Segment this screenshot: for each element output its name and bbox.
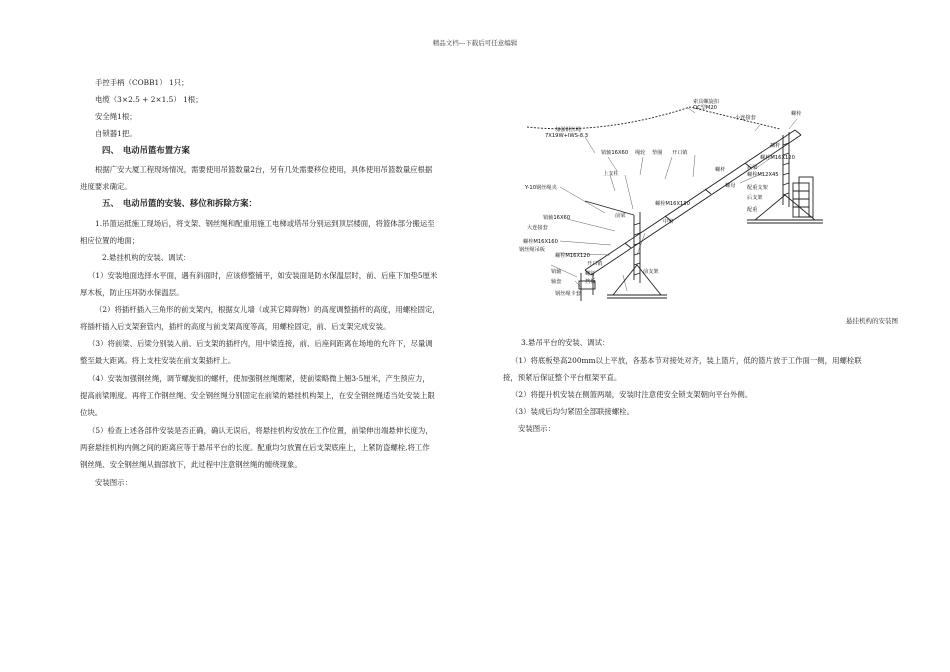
step-5-line3: 钢丝绳、安全钢丝绳从揣部放下，此过程中注意钢丝绳的缠绕现象。 [80, 460, 302, 469]
label-nut: 螺母 [725, 183, 736, 189]
label-rear-support: 后支架 [747, 195, 763, 201]
step-1-line1: （1）安装地面选择水平面，遇有斜面时，应该修整铺平，如安装面是防水保温层时，前、后座下加垫5厘米 [88, 271, 438, 280]
step-4-line2: 提高前梁刚度。再将工作钢丝绳、安全钢丝绳分别固定在前梁的悬挂机构架上，在安全钢丝绳适当处安装上限 [80, 391, 435, 400]
label-bolt-m16x130: 螺栓M16X130 [655, 201, 690, 207]
label-y10-clamp: Y-10钢丝绳夹 [525, 185, 557, 191]
label-reinforce-cable: 加强钢丝绳 [555, 127, 581, 133]
label-bolt-m16x120-a: 螺栓M16X120 [760, 155, 795, 161]
label-bolt-m12x45: 螺栓M12X45 [747, 172, 779, 178]
label-bolt-m16x160: 螺栓M16X160 [523, 239, 558, 245]
item-lock: 自锁器1把。 [95, 129, 137, 138]
page-header: 精品文档---下载后可任意编辑 [432, 39, 518, 47]
para-1-line1: 1.吊篮运抵施工现场后，将支架、钢丝绳和配重用施工电梯或塔吊分别运到顶层楼面，将篮体部分搬运至 [95, 219, 435, 228]
step-3-line2: 整至最大距离。将上支柱安装在前支架插杆上。 [80, 356, 236, 365]
step-5-line2: 两套悬挂机构内侧之间的距离应等于悬吊平台的长度。配重均匀放置在后支架底座上，上紧防盗螺栓,将工作 [80, 443, 430, 452]
label-turnbuckle: 索具螺旋扣 [693, 99, 719, 105]
para-2-title: 2.悬挂机构的安装、调试： [102, 253, 191, 262]
label-front-support: 前支架 [643, 269, 659, 275]
item-handle: 手控手柄（COBB1） 1只； [95, 78, 189, 87]
label-pin-shaft: 销轴 [551, 269, 562, 275]
suspension-mechanism-diagram [515, 95, 845, 307]
step-2-line1: （2）将插杆插入三角形的前支架内，根据女儿墙（或其它障碍物）的高度调整插杆的高度，用螺栓固定， [95, 305, 440, 314]
label-bushing: 轴套 [551, 279, 562, 285]
item-cable: 电缆（3×2.5 + 2×1.5） 1根； [95, 95, 203, 104]
label-screw: 螺钉 [585, 271, 596, 277]
item-safety-rope: 安全绳1根； [95, 112, 137, 121]
label-weight-bracket: 配重支架 [747, 185, 768, 191]
label-rope-plate: 钢丝绳吊板 [519, 247, 545, 253]
para-1-line2: 相应位置的地面； [80, 236, 140, 245]
label-insert-rod-rear: 插杆 [770, 143, 781, 149]
platform-title: 3.悬吊平台的安装、调试： [521, 338, 610, 347]
platform-step-2: （2）将提升机安装在侧篮两端，安装时注意使安全锁支架朝向平台外侧。 [511, 390, 753, 399]
label-upper-column: 上支柱 [603, 171, 619, 177]
step-2-line2: 将插杆插入后支架套管内，插杆的高度与前支架高度等高，用螺栓固定，前、后支架完成安装。 [80, 322, 391, 331]
step-4-line3: 位块。 [80, 408, 103, 417]
label-cable-spec: 7X19W+IWS-8.3 [545, 133, 589, 139]
platform-step-1-line2: 接，预紧后保证整个平台框架平直。 [503, 373, 622, 382]
label-pin-16x60-a: 销轴16X60 [601, 150, 629, 156]
label-cotter-pin-b: 开口销 [587, 261, 603, 267]
step-1-line2: 厚木板，防止压坏防水保温层。 [80, 288, 184, 297]
label-counterweight: 配重 [747, 207, 758, 213]
install-label-left: 安装图示： [95, 478, 132, 487]
step-4-line1: （4）安装加强钢丝绳，调节螺旋扣的螺杆，使加强钢丝绳绷紧，使前梁略微上翘3-5厘米，产生预应力， [88, 374, 430, 383]
label-cotter-pin-a: 开口销 [672, 150, 688, 156]
label-oc-m20: OC型M20 [693, 105, 717, 111]
step-3-line1: （3）将前梁、后梁分别装入前、后支架的插杆内，用中梁连接，前、后座间距离在场地的允许下，尽量调 [88, 339, 433, 348]
para-4-line1: 根据广安大厦工程现场情况，需要使用吊篮数量2台，另有几处需要移位使用，具体使用吊篮数量应根据 [95, 165, 433, 174]
diagram-caption: 悬挂机构的安装图 [846, 317, 898, 325]
label-screw-rod: 螺杆 [715, 167, 726, 173]
platform-step-3: （3）装成后均匀紧固全部联接螺栓。 [511, 407, 634, 416]
label-rope-clamp-sleeve: 钢丝绳卡套 [555, 291, 581, 297]
label-washer: 垫圈 [652, 150, 663, 156]
label-pin-16x60-b: 销轴16X60 [543, 215, 571, 221]
label-bolt-m16x120-b: 螺栓M16X120 [555, 253, 590, 259]
install-label-right: 安装图示： [518, 424, 555, 433]
heading-section-5: 五、 电动吊篮的安装、移位和拆除方案： [102, 198, 257, 208]
label-front-beam: 前梁 [615, 213, 626, 219]
label-large-sleeve: 大连接套 [527, 225, 548, 231]
para-4-line2: 进度要求确定。 [80, 182, 132, 191]
label-rope-pulley: 绳轮 [635, 150, 646, 156]
label-baffle: 挡板 [585, 279, 596, 285]
label-bolt-top: 螺栓 [791, 111, 802, 117]
label-small-sleeve: 小连接套 [735, 115, 756, 121]
label-rear-beam: 后梁 [747, 165, 758, 171]
label-middle-beam: 中梁 [663, 219, 674, 225]
heading-section-4: 四、 电动吊篮布置方案 [102, 145, 190, 155]
suspension-mechanism-drawing [515, 95, 845, 307]
step-5-line1: （5）检查上述各部件安装是否正确，确认无误后，将悬挂机构安放在工作位置，前梁伸出端悬伸长度为， [88, 426, 433, 435]
platform-step-1-line1: （1）将底板垫高200mm以上平放，各基本节对接处对齐，装上篮片，低的篮片放于工作面一侧，用螺栓联 [511, 356, 862, 365]
